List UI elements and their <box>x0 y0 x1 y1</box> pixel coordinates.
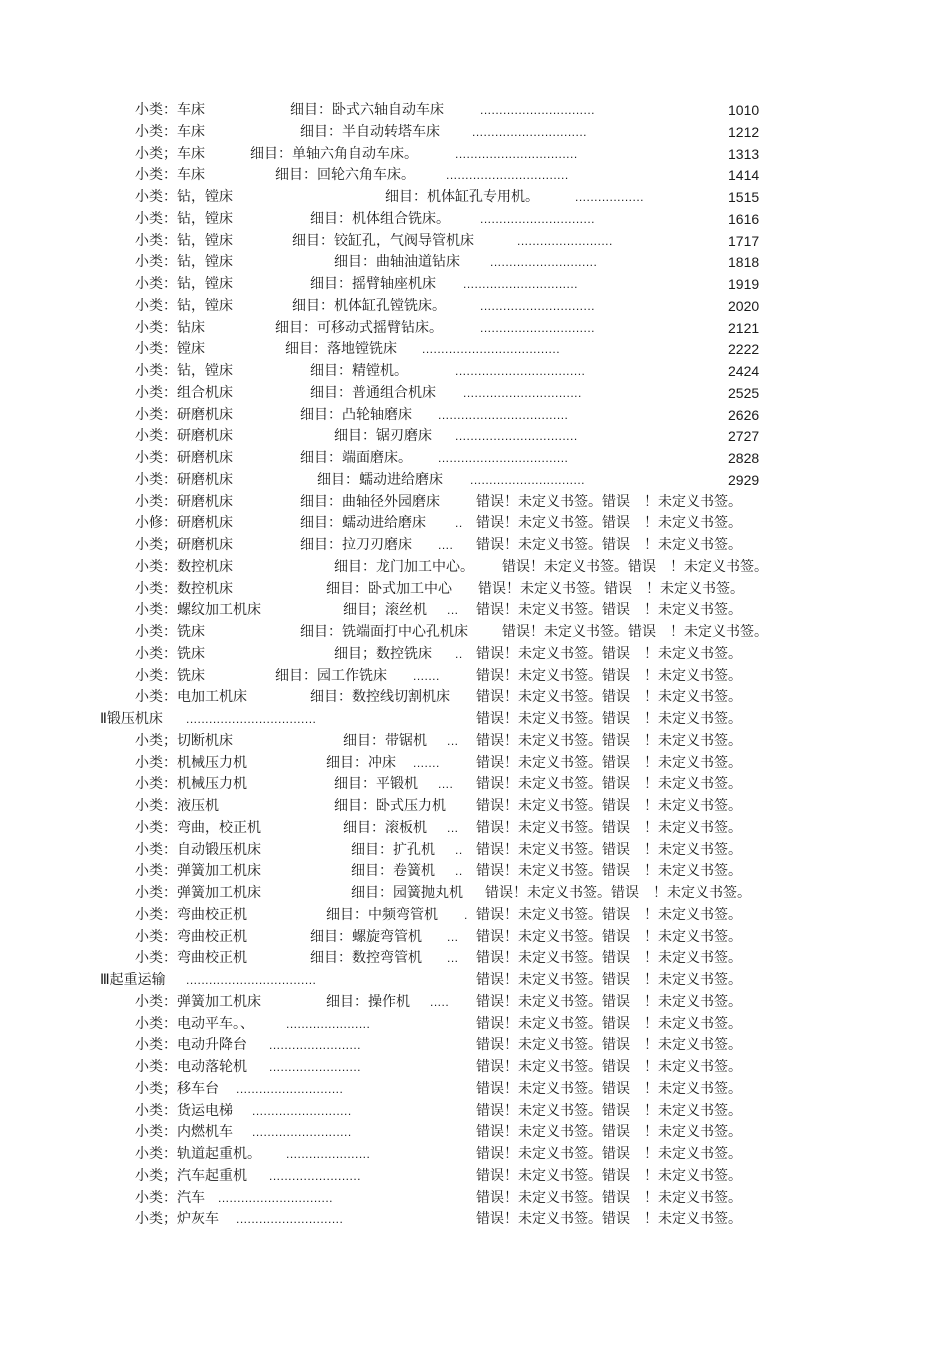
toc-entry-row[interactable] <box>0 274 950 296</box>
toc-entry-row[interactable] <box>0 557 950 579</box>
leader-dots: ........................ <box>269 1060 362 1074</box>
leader-dots: ......................... <box>517 233 613 248</box>
leader-dots: .. <box>455 864 463 879</box>
leader-dots: ............................... <box>463 385 582 400</box>
toc-entry-row[interactable] <box>0 1122 950 1144</box>
category-label: 小类：钻床 <box>135 319 205 336</box>
category-label: 小类：钻，镗床 <box>135 254 233 271</box>
category-label: 小类：电加工机床 <box>135 689 247 706</box>
page-number: 1010 <box>728 102 760 118</box>
detail-label: 细目：凸轮轴磨床 <box>300 406 412 423</box>
leader-dots: .................................. <box>438 407 569 422</box>
toc-entry-row[interactable] <box>0 1057 950 1079</box>
bookmark-error-text: 错误！未定义书签。错误 ！未定义书签。 <box>476 863 742 880</box>
category-label: 小类：研磨机床 <box>135 493 233 510</box>
toc-entry-row[interactable] <box>0 165 950 187</box>
bookmark-error-text: 错误！未定义书签。错误 ！未定义书签。 <box>476 515 742 532</box>
detail-label: 细目：卧式加工中心 <box>326 580 452 597</box>
toc-entry-row[interactable] <box>0 318 950 340</box>
bookmark-error-text: 错误！未定义书签。错误 ！未定义书签。 <box>476 493 742 510</box>
leader-dots: .......................... <box>252 1125 352 1140</box>
category-label: 小类：电动落轮机 <box>135 1059 247 1075</box>
leader-dots: ................................ <box>455 146 578 161</box>
bookmark-error-text: 错误！未定义书签。错误 ！未定义书签。 <box>478 580 744 597</box>
toc-entry-row[interactable] <box>0 753 950 775</box>
page-number: 1414 <box>728 167 760 184</box>
leader-dots: .............................. <box>480 103 596 117</box>
bookmark-error-text: 错误！未定义书签。错误 ！未定义书签。 <box>476 1146 742 1162</box>
bookmark-error-text: 错误！未定义书签。错误 ！未定义书签。 <box>476 1211 742 1228</box>
bookmark-error-text: 错误！未定义书签。错误 ！未定义书签。 <box>476 776 742 793</box>
category-label: 小类：研磨机床 <box>135 406 233 423</box>
toc-entry-row[interactable] <box>0 296 950 318</box>
leader-dots: .............................. <box>463 277 579 291</box>
category-label: 小类：钻，镗床 <box>135 232 233 249</box>
category-label: 小类：钻，镗床 <box>135 363 233 379</box>
leader-dots: ... <box>447 951 459 966</box>
leader-dots: ...................... <box>286 1016 371 1031</box>
bookmark-error-text: 错误！未定义书签。错误 ！未定义书签。 <box>485 885 751 901</box>
detail-label: 细目：机体缸孔专用机。 <box>385 189 539 205</box>
leader-dots: ... <box>447 929 459 944</box>
toc-entry-row[interactable] <box>0 492 950 514</box>
page-number: 2424 <box>728 363 760 379</box>
bookmark-error-text: 错误！未定义书签。错误 ！未定义书签。 <box>476 1037 742 1054</box>
detail-label: 细目：平锻机 <box>334 776 418 793</box>
detail-label: 细目：单轴六角自动车床。 <box>250 145 418 162</box>
page-number: 2828 <box>728 450 760 466</box>
category-label: 小类：电动平车。、 <box>135 1015 254 1032</box>
bookmark-error-text: 错误！未定义书签。错误 ！未定义书签。 <box>476 1189 742 1206</box>
bookmark-error-text: 错误！未定义书签。错误 ！未定义书签。 <box>476 1102 742 1119</box>
toc-entry-row[interactable] <box>0 339 950 361</box>
toc-entry-row[interactable] <box>0 405 950 427</box>
toc-entry-row[interactable] <box>0 1209 950 1231</box>
category-label: 小类：铣床 <box>135 667 205 684</box>
category-label: 小类：电动升降台 <box>135 1037 247 1054</box>
detail-label: 细目：操作机 <box>326 993 410 1010</box>
toc-entry-row[interactable] <box>0 470 950 492</box>
toc-entry-row[interactable] <box>0 579 950 601</box>
bookmark-error-text: 错误！未定义书签。错误 ！未定义书签。 <box>476 754 742 771</box>
bookmark-error-text: 错误！未定义书签。错误 ！未定义书签。 <box>476 711 742 727</box>
bookmark-error-text: 错误！未定义书签。错误 ！未定义书签。 <box>476 993 742 1010</box>
toc-entry-row[interactable] <box>0 209 950 231</box>
category-label: 小类：车床 <box>135 102 205 118</box>
category-label: 小类：弯曲校正机 <box>135 950 247 967</box>
category-label: 小类：组合机床 <box>135 384 233 401</box>
toc-entry-row[interactable] <box>0 1101 950 1123</box>
page-number: 2626 <box>728 406 760 423</box>
category-label: 小类：钻，镗床 <box>135 189 233 205</box>
leader-dots: ................................ <box>446 168 569 183</box>
toc-entry-row[interactable] <box>0 883 950 905</box>
category-label: 小类：车床 <box>135 123 205 140</box>
detail-label: 细目：冲床 <box>326 754 396 771</box>
category-label: 小类：研磨机床 <box>135 471 233 488</box>
leader-dots: .................................. <box>455 364 586 378</box>
bookmark-error-text: 错误！未定义书签。错误 ！未定义书签。 <box>476 732 742 749</box>
category-label: 小修：研磨机床 <box>135 515 233 532</box>
category-label: 小类：机械压力机 <box>135 776 247 793</box>
category-label: 小类：自动锻压机床 <box>135 841 261 858</box>
toc-entry-row[interactable] <box>0 861 950 883</box>
category-label: 小类：弯曲校正机 <box>135 928 247 945</box>
page-number: 2222 <box>728 341 760 358</box>
leader-dots: .............................. <box>472 124 588 139</box>
leader-dots: .... <box>438 538 454 552</box>
toc-entry-row[interactable] <box>0 666 950 688</box>
category-label: 小类：机械压力机 <box>135 754 247 771</box>
detail-label: 细目：中频弯管机 <box>326 906 438 923</box>
leader-dots: .................................. <box>186 712 317 726</box>
toc-entry-row[interactable] <box>0 252 950 274</box>
leader-dots: .. <box>455 516 463 531</box>
bookmark-error-text: 错误！未定义书签。错误 ！未定义书签。 <box>476 645 742 662</box>
page-number: 1212 <box>728 123 760 140</box>
leader-dots: ........................ <box>269 1168 362 1183</box>
page-number: 2020 <box>728 297 760 314</box>
detail-label: 细目：精镗机。 <box>310 363 408 379</box>
category-label: 小类：弹簧加工机床 <box>135 993 261 1010</box>
detail-label: 细目：扩孔机 <box>351 841 435 858</box>
page-number: 1313 <box>728 145 760 162</box>
detail-label: 细目：可移动式摇臂钻床。 <box>275 319 443 336</box>
toc-entry-row[interactable] <box>0 513 950 535</box>
category-label: 小类；移车台 <box>135 1080 219 1097</box>
page-number: 2525 <box>728 384 760 401</box>
toc-entry-row[interactable] <box>0 361 950 383</box>
detail-label: 细目：蠕动进给磨床 <box>300 515 426 532</box>
detail-label: 细目：铰缸孔，气阀导管机床 <box>292 232 474 249</box>
detail-label: 细目：锯刃磨床 <box>334 428 432 445</box>
leader-dots: .............................. <box>470 472 586 487</box>
toc-section-row[interactable] <box>0 970 950 992</box>
detail-label: 细目：回轮六角车床。 <box>275 167 415 184</box>
leader-dots: ........................ <box>269 1038 362 1053</box>
leader-dots: ... <box>447 603 459 618</box>
leader-dots: .................................... <box>422 342 561 357</box>
leader-dots: .... <box>438 777 454 792</box>
bookmark-error-text: 错误！未定义书签。错误 ！未定义书签。 <box>476 689 742 706</box>
category-label: 小类：数控机床 <box>135 580 233 597</box>
toc-entry-row[interactable] <box>0 383 950 405</box>
bookmark-error-text: 错误！未定义书签。错误 ！未定义书签。 <box>476 1124 742 1141</box>
leader-dots: .................. <box>575 190 645 204</box>
page-number: 1616 <box>728 210 760 227</box>
detail-label: 细目：园工作铣床 <box>275 667 387 684</box>
category-label: 小类：液压机 <box>135 798 219 814</box>
leader-dots: . <box>464 907 468 922</box>
toc-entry-row[interactable] <box>0 622 950 644</box>
toc-entry-row[interactable] <box>0 1035 950 1057</box>
category-label: 小类；汽车起重机 <box>135 1167 247 1184</box>
bookmark-error-text: 错误！未定义书签。错误 ！未定义书签。 <box>502 558 768 575</box>
detail-label: 细目：机体组合铣床。 <box>310 210 450 227</box>
detail-label: 细目：摇臂轴座机床 <box>310 276 436 292</box>
toc-entry-row[interactable] <box>0 187 950 209</box>
detail-label: 细目：蠕动进给磨床 <box>317 471 443 488</box>
toc-entry-row[interactable] <box>0 1166 950 1188</box>
bookmark-error-text: 错误！未定义书签。错误 ！未定义书签。 <box>476 928 742 945</box>
category-label: 小类：钻，镗床 <box>135 276 233 292</box>
category-label: 小类；炉灰车 <box>135 1211 219 1228</box>
toc-entry-row[interactable] <box>0 426 950 448</box>
category-label: 小类：轨道起重机。 <box>135 1146 261 1162</box>
toc-entry-row[interactable] <box>0 948 950 970</box>
bookmark-error-text: 错误！未定义书签。错误 ！未定义书签。 <box>476 819 742 836</box>
bookmark-error-text: 错误！未定义书签。错误 ！未定义书签。 <box>476 602 742 619</box>
category-label: 小类：研磨机床 <box>135 450 233 466</box>
leader-dots: ... <box>447 820 459 835</box>
toc-entry-row[interactable] <box>0 535 950 557</box>
category-label: 小类：车床 <box>135 167 205 184</box>
category-label: 小类：钻，镗床 <box>135 297 233 314</box>
leader-dots: .............................. <box>480 320 596 335</box>
bookmark-error-text: 错误！未定义书签。错误 ！未定义书签。 <box>476 667 742 684</box>
category-label: 小类：铣床 <box>135 645 205 662</box>
leader-dots: .. <box>455 646 463 661</box>
bookmark-error-text: 错误！未定义书签。错误 ！未定义书签。 <box>476 950 742 967</box>
bookmark-error-text: 错误！未定义书签。错误 ！未定义书签。 <box>476 906 742 923</box>
detail-label: 细目：数控弯管机 <box>310 950 422 967</box>
bookmark-error-text: 错误！未定义书签。错误 ！未定义书签。 <box>476 537 742 553</box>
detail-label: 细目：龙门加工中心。 <box>334 558 474 575</box>
category-label: 小类：汽车 <box>135 1189 205 1206</box>
detail-label: 细目：落地镗铣床 <box>285 341 397 358</box>
leader-dots: .............................. <box>480 298 596 313</box>
bookmark-error-text: 错误！未定义书签。错误 ！未定义书签。 <box>476 1015 742 1032</box>
detail-label: 细目：卷簧机 <box>351 863 435 880</box>
leader-dots: ....... <box>413 668 440 683</box>
category-label: 小类：弹簧加工机床 <box>135 885 261 901</box>
detail-label: 细目：端面磨床。 <box>300 450 412 466</box>
toc-entry-row[interactable] <box>0 731 950 753</box>
leader-dots: .............................. <box>480 211 596 226</box>
category-label: 小类；研磨机床 <box>135 537 233 553</box>
detail-label: 细目：卧式压力机 <box>334 798 446 814</box>
toc-entry-row[interactable] <box>0 905 950 927</box>
page-number: 2727 <box>728 428 760 445</box>
detail-label: 细目：螺旋弯管机 <box>310 928 422 945</box>
toc-entry-row[interactable] <box>0 1144 950 1166</box>
category-label: 小类：弹簧加工机床 <box>135 863 261 880</box>
page-number: 1919 <box>728 276 760 292</box>
bookmark-error-text: 错误！未定义书签。错误 ！未定义书签。 <box>476 972 742 988</box>
detail-label: 细目；滚丝机 <box>343 602 427 619</box>
category-label: 小类：弯曲，校正机 <box>135 819 261 836</box>
toc-entry-row[interactable] <box>0 100 950 122</box>
leader-dots: .............................. <box>218 1190 334 1205</box>
bookmark-error-text: 错误！未定义书签。错误 ！未定义书签。 <box>476 1167 742 1184</box>
toc-entry-row[interactable] <box>0 144 950 166</box>
toc-entry-row[interactable] <box>0 1188 950 1210</box>
toc-entry-row[interactable] <box>0 122 950 144</box>
detail-label: 细目：铣端面打中心孔机床 <box>300 624 468 640</box>
leader-dots: .......................... <box>252 1103 352 1118</box>
category-label: 小类：货运电梯 <box>135 1102 233 1119</box>
page-number: 2121 <box>728 319 760 336</box>
category-label: 小类：钻，镗床 <box>135 210 233 227</box>
toc-entry-row[interactable] <box>0 927 950 949</box>
category-label: 小类：镗床 <box>135 341 205 358</box>
detail-label: 细目：半自动转塔车床 <box>300 123 440 140</box>
detail-label: 细目：带锯机 <box>343 732 427 749</box>
leader-dots: ...................... <box>286 1147 371 1161</box>
detail-label: 细目：曲轴油道钻床 <box>334 254 460 271</box>
detail-label: 细目：拉刀刃磨床 <box>300 537 412 553</box>
toc-entry-row[interactable] <box>0 448 950 470</box>
leader-dots: .................................. <box>438 451 569 465</box>
page-number: 1717 <box>728 232 760 249</box>
leader-dots: .. <box>455 842 463 857</box>
leader-dots: ....... <box>413 755 440 770</box>
toc-entry-row[interactable] <box>0 796 950 818</box>
category-label: 小类：弯曲校正机 <box>135 906 247 923</box>
toc-entry-row[interactable] <box>0 1079 950 1101</box>
leader-dots: ..... <box>430 994 450 1009</box>
detail-label: 细目：机体缸孔镗铣床。 <box>292 297 446 314</box>
category-label: 小类：数控机床 <box>135 558 233 575</box>
toc-entry-row[interactable] <box>0 687 950 709</box>
bookmark-error-text: 错误！未定义书签。错误 ！未定义书签。 <box>476 841 742 858</box>
detail-label: 细目：卧式六轴自动车床 <box>290 102 444 118</box>
leader-dots: ................................ <box>455 429 578 444</box>
section-title: Ⅲ起重运输 <box>100 972 166 988</box>
detail-label: 细目；数控铣床 <box>334 645 432 662</box>
toc-section-row[interactable] <box>0 709 950 731</box>
toc-entry-row[interactable] <box>0 992 950 1014</box>
toc-entry-row[interactable] <box>0 1014 950 1036</box>
detail-label: 细目：曲轴径外园磨床 <box>300 493 440 510</box>
section-title: Ⅱ锻压机床 <box>100 711 163 727</box>
leader-dots: ... <box>447 733 459 748</box>
page-number: 2929 <box>728 471 760 488</box>
detail-label: 细目：园簧抛丸机 <box>351 885 463 901</box>
category-label: 小类；切断机床 <box>135 732 233 749</box>
toc-entry-row[interactable] <box>0 840 950 862</box>
category-label: 小类：铣床 <box>135 624 205 640</box>
detail-label: 细目：数控线切割机床 <box>310 689 450 706</box>
detail-label: 细目：普通组合机床 <box>310 384 436 401</box>
bookmark-error-text: 错误！未定义书签。错误 ！未定义书签。 <box>502 624 768 640</box>
category-label: 小类：内燃机车 <box>135 1124 233 1141</box>
category-label: 小类；车床 <box>135 145 205 162</box>
bookmark-error-text: 错误！未定义书签。错误 ！未定义书签。 <box>476 1059 742 1075</box>
toc-entry-row[interactable] <box>0 231 950 253</box>
leader-dots: ............................ <box>236 1081 344 1096</box>
category-label: 小类：研磨机床 <box>135 428 233 445</box>
toc-entry-row[interactable] <box>0 818 950 840</box>
toc-entry-row[interactable] <box>0 600 950 622</box>
bookmark-error-text: 错误！未定义书签。错误 ！未定义书签。 <box>476 1080 742 1097</box>
table-of-contents <box>0 100 950 1231</box>
leader-dots: .................................. <box>186 973 317 987</box>
category-label: 小类：螺纹加工机床 <box>135 602 261 619</box>
bookmark-error-text: 错误！未定义书签。错误 ！未定义书签。 <box>476 798 742 814</box>
toc-entry-row[interactable] <box>0 644 950 666</box>
leader-dots: ............................ <box>490 255 598 270</box>
toc-entry-row[interactable] <box>0 774 950 796</box>
leader-dots: ............................ <box>236 1212 344 1227</box>
page-number: 1515 <box>728 189 760 205</box>
detail-label: 细目：滚板机 <box>343 819 427 836</box>
page-number: 1818 <box>728 254 760 271</box>
